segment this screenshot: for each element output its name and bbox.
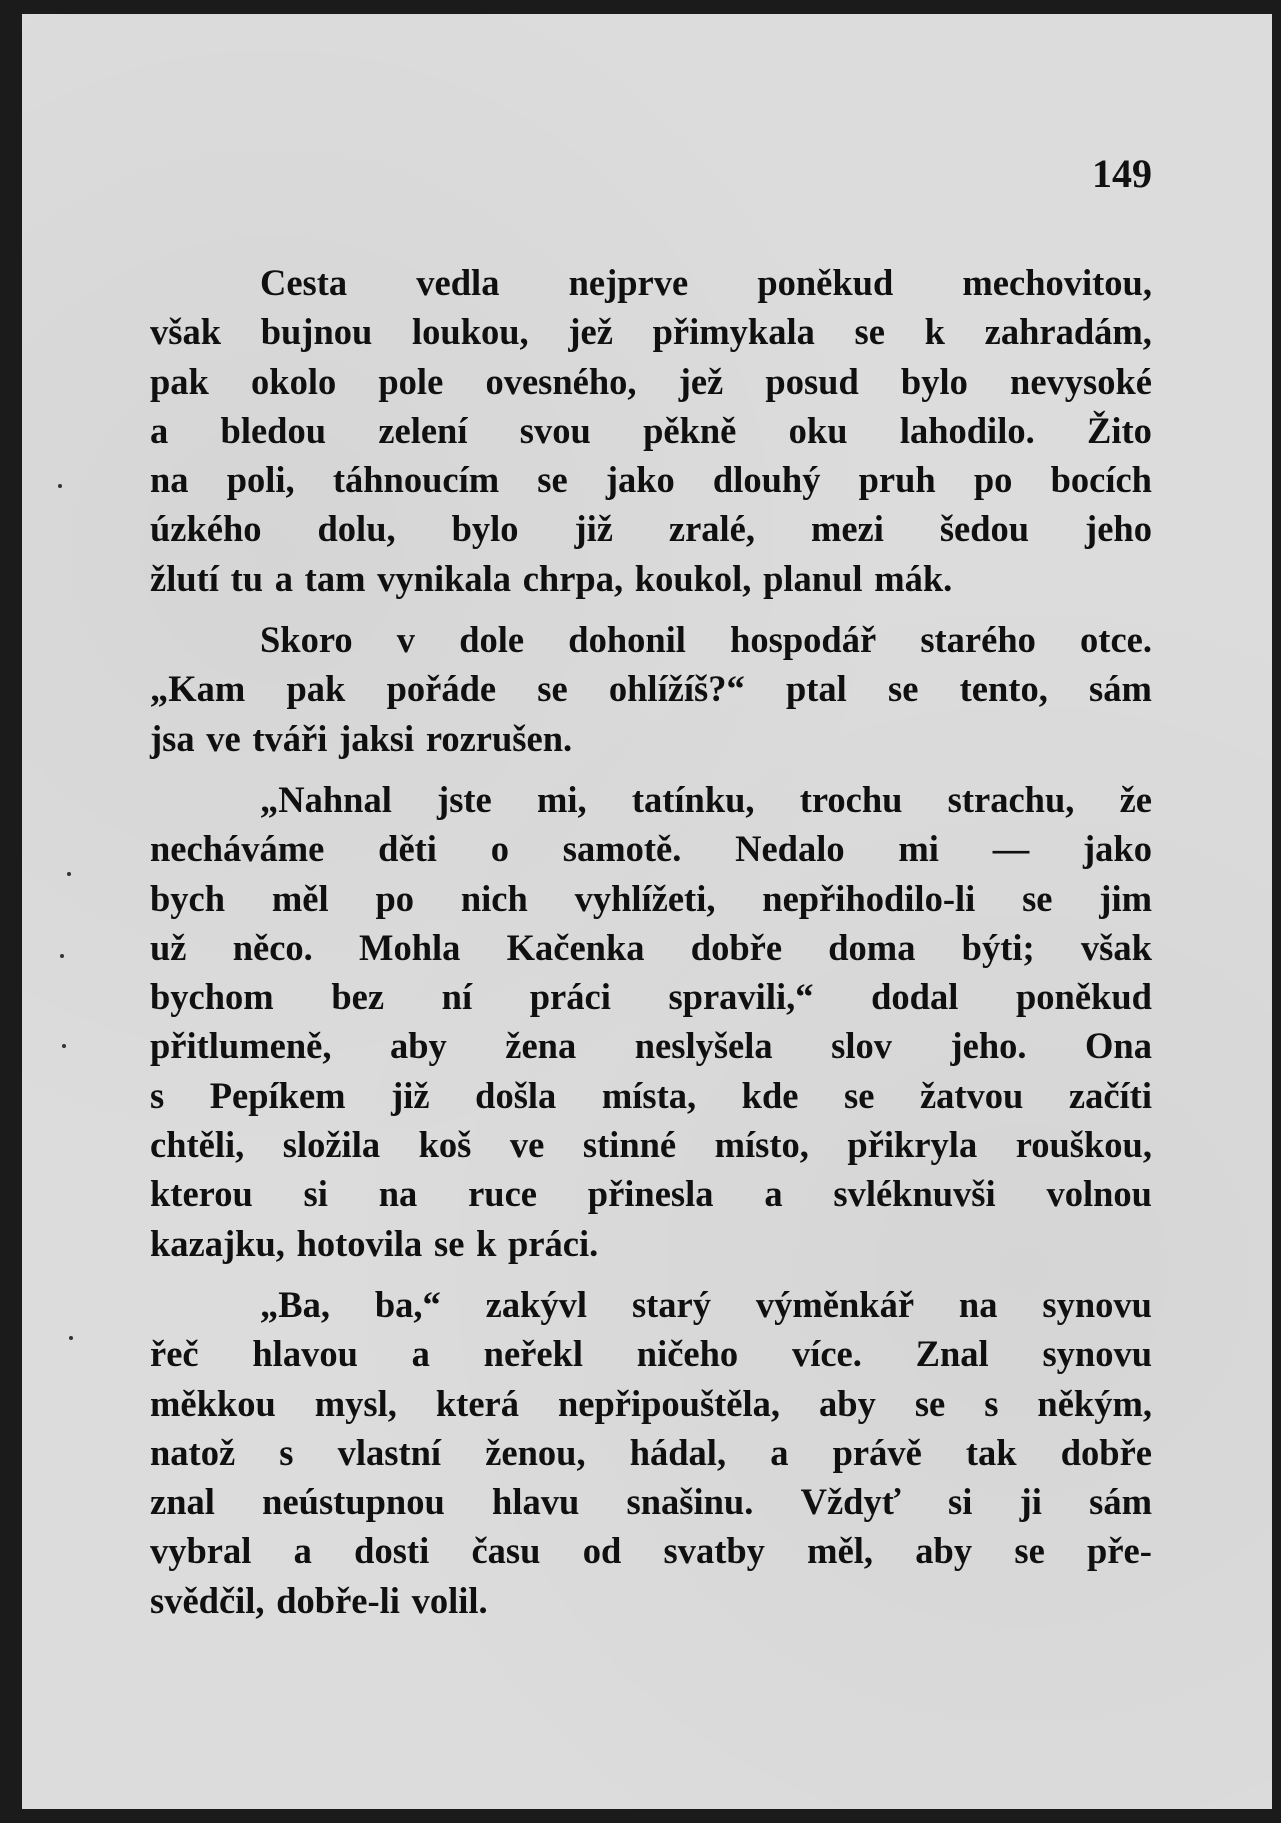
- word: Cesta: [260, 262, 348, 303]
- word: Znal: [915, 1333, 989, 1375]
- word: po: [973, 459, 1013, 501]
- word: se: [433, 1222, 465, 1264]
- text-line: [150, 1477, 1152, 1526]
- word: trochu: [799, 778, 903, 820]
- word: koš: [418, 1124, 472, 1166]
- word: bledou: [220, 409, 327, 451]
- word: zakývl: [485, 1283, 588, 1325]
- word: přikryla: [847, 1124, 978, 1166]
- print-speck: [60, 954, 64, 958]
- word: jeho.: [950, 1025, 1027, 1067]
- word: neústupnou: [262, 1481, 445, 1523]
- text-line: [150, 1280, 1152, 1329]
- word: po: [375, 877, 414, 919]
- word: ohlížíš?“: [608, 668, 745, 710]
- word: se: [1022, 877, 1053, 919]
- text-line: [150, 1379, 1152, 1428]
- word: ní: [441, 976, 473, 1018]
- word: zelení: [378, 409, 468, 451]
- word: dole: [459, 619, 525, 661]
- word: výměnkář: [755, 1283, 915, 1325]
- word: otce.: [1080, 619, 1152, 661]
- word: nepřipouštěla,: [557, 1382, 781, 1424]
- word: —: [992, 828, 1030, 870]
- word: dobře-li: [276, 1579, 400, 1621]
- print-speck: [62, 1044, 66, 1048]
- word: práci.: [508, 1222, 599, 1264]
- word: a: [274, 557, 293, 599]
- word: „Ba,: [260, 1283, 330, 1325]
- word: bylo: [900, 360, 968, 402]
- word: mi: [898, 828, 939, 870]
- text-line: [150, 1021, 1152, 1070]
- word: Pepíkem: [209, 1074, 346, 1116]
- word: se: [537, 668, 568, 710]
- text-line: [150, 874, 1152, 923]
- word: o: [490, 828, 509, 870]
- word: místa,: [601, 1074, 697, 1116]
- word: která: [435, 1382, 519, 1424]
- word: bujnou: [260, 311, 373, 353]
- word: ženou,: [485, 1431, 586, 1473]
- word: měl,: [807, 1530, 874, 1572]
- paragraph: [150, 258, 1152, 603]
- word: času: [471, 1530, 541, 1572]
- word: se: [914, 1382, 946, 1424]
- text-line: [150, 1169, 1152, 1218]
- word: volnou: [1046, 1173, 1152, 1215]
- word: pole: [378, 360, 444, 402]
- word: kterou: [150, 1173, 253, 1215]
- word: táhnoucím: [332, 459, 500, 501]
- word: starého: [920, 619, 1036, 661]
- word: tu: [230, 557, 264, 599]
- word: neřekl: [483, 1333, 583, 1375]
- word: si: [303, 1173, 328, 1215]
- text-line: [150, 1071, 1152, 1120]
- word: poněkud: [757, 262, 894, 303]
- text-line: [150, 664, 1152, 713]
- word: něco.: [232, 926, 313, 968]
- text-line: [150, 504, 1152, 553]
- word: tento,: [959, 668, 1048, 710]
- word: děti: [378, 828, 437, 870]
- word: bych: [150, 877, 226, 919]
- paragraph: [150, 775, 1152, 1268]
- word: a: [770, 1431, 789, 1473]
- word: ve: [509, 1124, 545, 1166]
- word: se: [854, 311, 885, 353]
- word: kazajku,: [150, 1222, 285, 1264]
- text-line: [150, 1576, 1152, 1625]
- word: žlutí: [150, 557, 219, 599]
- word: došla: [475, 1074, 557, 1116]
- word: zralé,: [668, 508, 756, 550]
- word: planul: [763, 557, 863, 599]
- word: okolo: [251, 360, 337, 402]
- word: aby: [915, 1530, 973, 1572]
- word: Mohla: [359, 926, 461, 968]
- text-line: [150, 455, 1152, 504]
- word: ovesného,: [485, 360, 637, 402]
- word: volil.: [411, 1579, 488, 1621]
- text-line: [150, 714, 1152, 763]
- print-speck: [58, 484, 62, 488]
- text-line: [150, 1428, 1152, 1477]
- word: Vždyť: [800, 1481, 901, 1523]
- word: někým,: [1037, 1382, 1152, 1424]
- text-line: [150, 972, 1152, 1021]
- word: jaksi: [339, 717, 415, 759]
- word: dobře: [1060, 1431, 1152, 1473]
- word: natož: [150, 1431, 236, 1473]
- word: snašinu.: [626, 1481, 754, 1523]
- word: hospodář: [730, 619, 877, 661]
- word: aby: [389, 1025, 447, 1067]
- word: lahodilo.: [899, 409, 1035, 451]
- word: hotovila: [296, 1222, 423, 1264]
- word: a: [764, 1173, 783, 1215]
- word: se: [537, 459, 568, 501]
- word: zahradám,: [984, 311, 1152, 353]
- word: dolu,: [317, 508, 396, 550]
- word: a: [411, 1333, 430, 1375]
- word: oku: [788, 409, 848, 451]
- text-line: [150, 615, 1152, 664]
- word: přitlumeně,: [150, 1025, 332, 1067]
- word: s: [984, 1382, 999, 1424]
- word: sám: [1089, 1481, 1152, 1523]
- word: že: [1119, 778, 1152, 820]
- word: tam: [304, 557, 366, 599]
- word: posud: [765, 360, 859, 402]
- body-text: [150, 258, 1152, 1637]
- word: strachu,: [947, 778, 1075, 820]
- word: měkkou: [150, 1382, 276, 1424]
- word: „Kam: [150, 668, 246, 710]
- word: neslyšela: [634, 1025, 773, 1067]
- word: nepřihodilo-li: [762, 877, 976, 919]
- word: právě: [832, 1431, 922, 1473]
- word: na: [958, 1283, 998, 1325]
- word: ji: [1019, 1481, 1042, 1523]
- text-line: [150, 357, 1152, 406]
- word: již: [574, 508, 613, 550]
- word: s: [150, 1074, 165, 1116]
- word: bez: [331, 976, 385, 1018]
- text-line: [150, 1526, 1152, 1575]
- word: nich: [460, 877, 528, 919]
- word: Ona: [1085, 1025, 1152, 1067]
- word: znal: [150, 1481, 215, 1523]
- word: vynikala: [377, 557, 512, 599]
- word: sám: [1089, 668, 1152, 710]
- word: svou: [519, 409, 591, 451]
- text-line: [150, 1120, 1152, 1169]
- word: pěkně: [643, 409, 737, 451]
- word: svatby: [663, 1530, 765, 1572]
- word: hlavu: [492, 1481, 580, 1523]
- word: pře-: [1087, 1530, 1152, 1572]
- print-speck: [69, 1336, 73, 1340]
- word: aby: [819, 1382, 876, 1424]
- word: začíti: [1068, 1074, 1152, 1116]
- book-page: [22, 14, 1272, 1809]
- word: tatínku,: [631, 778, 755, 820]
- word: Žito: [1087, 409, 1152, 451]
- word: již: [391, 1074, 430, 1116]
- word: vybral: [150, 1530, 252, 1572]
- word: jste: [437, 778, 492, 820]
- paragraph: [150, 1280, 1152, 1625]
- word: poněkud: [1015, 976, 1152, 1018]
- word: samotě.: [562, 828, 682, 870]
- word: žena: [505, 1025, 577, 1067]
- word: už: [150, 926, 187, 968]
- word: tváři: [252, 717, 328, 759]
- word: mechovitou,: [962, 262, 1152, 303]
- word: řeč: [150, 1333, 199, 1375]
- word: koukol,: [634, 557, 752, 599]
- word: dohonil: [568, 619, 686, 661]
- word: kde: [741, 1074, 799, 1116]
- word: stinné: [582, 1124, 677, 1166]
- word: a: [293, 1530, 312, 1572]
- word: synovu: [1042, 1283, 1152, 1325]
- word: si: [947, 1481, 973, 1523]
- word: jeho: [1085, 508, 1152, 550]
- word: nejprve: [568, 262, 689, 303]
- word: bychom: [150, 976, 274, 1018]
- word: práci: [529, 976, 611, 1018]
- word: dlouhý: [712, 459, 821, 501]
- word: vyhlížeti,: [574, 877, 716, 919]
- word: svědčil,: [150, 1579, 265, 1621]
- text-line: [150, 406, 1152, 455]
- word: chrpa,: [522, 557, 624, 599]
- word: ba,“: [374, 1283, 441, 1325]
- word: hádal,: [629, 1431, 727, 1473]
- print-speck: [67, 872, 71, 876]
- word: s: [279, 1431, 294, 1473]
- text-line: [150, 554, 1152, 603]
- word: se: [888, 668, 919, 710]
- word: dobře: [690, 926, 783, 968]
- page-number: 149: [1092, 151, 1152, 196]
- word: mák.: [874, 557, 953, 599]
- word: jako: [1083, 828, 1152, 870]
- word: dodal: [871, 976, 959, 1018]
- word: ve: [206, 717, 241, 759]
- word: ničeho: [636, 1333, 739, 1375]
- text-line: [150, 307, 1152, 356]
- word: přimykala: [652, 311, 815, 353]
- word: úzkého: [150, 508, 262, 550]
- word: dosti: [354, 1530, 430, 1572]
- word: Kačenka: [506, 926, 645, 968]
- word: přinesla: [587, 1173, 714, 1215]
- word: ruce: [468, 1173, 537, 1215]
- word: bylo: [451, 508, 519, 550]
- word: na: [378, 1173, 418, 1215]
- word: v: [396, 619, 416, 661]
- word: doma: [828, 926, 916, 968]
- text-line: [150, 258, 1152, 307]
- word: pak: [150, 360, 209, 402]
- word: rouškou,: [1015, 1124, 1152, 1166]
- word: starý: [631, 1283, 712, 1325]
- word: jim: [1099, 877, 1152, 919]
- word: „Nahnal: [260, 778, 392, 820]
- word: pruh: [858, 459, 936, 501]
- word: chtěli,: [150, 1124, 245, 1166]
- word: jež: [568, 311, 613, 353]
- word: vlastní: [337, 1431, 442, 1473]
- word: býti;: [961, 926, 1035, 968]
- word: jež: [678, 360, 724, 402]
- word: poli,: [226, 459, 295, 501]
- text-line: [150, 775, 1152, 824]
- word: měl: [271, 877, 329, 919]
- word: bocích: [1050, 459, 1152, 501]
- word: a: [150, 409, 169, 451]
- word: složila: [282, 1124, 381, 1166]
- word: pak: [286, 668, 346, 710]
- word: místo,: [714, 1124, 809, 1166]
- word: však: [1080, 926, 1152, 968]
- word: jako: [605, 459, 675, 501]
- text-line: [150, 824, 1152, 873]
- word: synovu: [1042, 1333, 1152, 1375]
- word: necháváme: [150, 828, 325, 870]
- word: rozrušen.: [425, 717, 573, 759]
- word: se: [844, 1074, 875, 1116]
- word: nevysoké: [1010, 360, 1152, 402]
- word: Nedalo: [735, 828, 845, 870]
- text-line: [150, 1329, 1152, 1378]
- word: Skoro: [260, 619, 353, 661]
- word: svléknuvši: [833, 1173, 996, 1215]
- word: však: [150, 311, 222, 353]
- word: mysl,: [314, 1382, 397, 1424]
- text-line: [150, 923, 1152, 972]
- word: šedou: [939, 508, 1030, 550]
- word: hlavou: [252, 1333, 358, 1375]
- word: mi,: [536, 778, 587, 820]
- word: se: [1014, 1530, 1045, 1572]
- word: ptal: [785, 668, 847, 710]
- text-line: [150, 1219, 1152, 1268]
- word: k: [924, 311, 945, 353]
- word: pořáde: [386, 668, 497, 710]
- word: mezi: [810, 508, 884, 550]
- word: vedla: [416, 262, 500, 303]
- word: od: [582, 1530, 622, 1572]
- word: k: [476, 1222, 497, 1264]
- word: více.: [791, 1333, 862, 1375]
- word: tak: [965, 1431, 1017, 1473]
- word: slov: [831, 1025, 892, 1067]
- paragraph: [150, 615, 1152, 763]
- word: spravili,“: [668, 976, 814, 1018]
- word: na: [150, 459, 189, 501]
- word: jsa: [150, 717, 195, 759]
- word: žatvou: [919, 1074, 1024, 1116]
- word: loukou,: [412, 311, 529, 353]
